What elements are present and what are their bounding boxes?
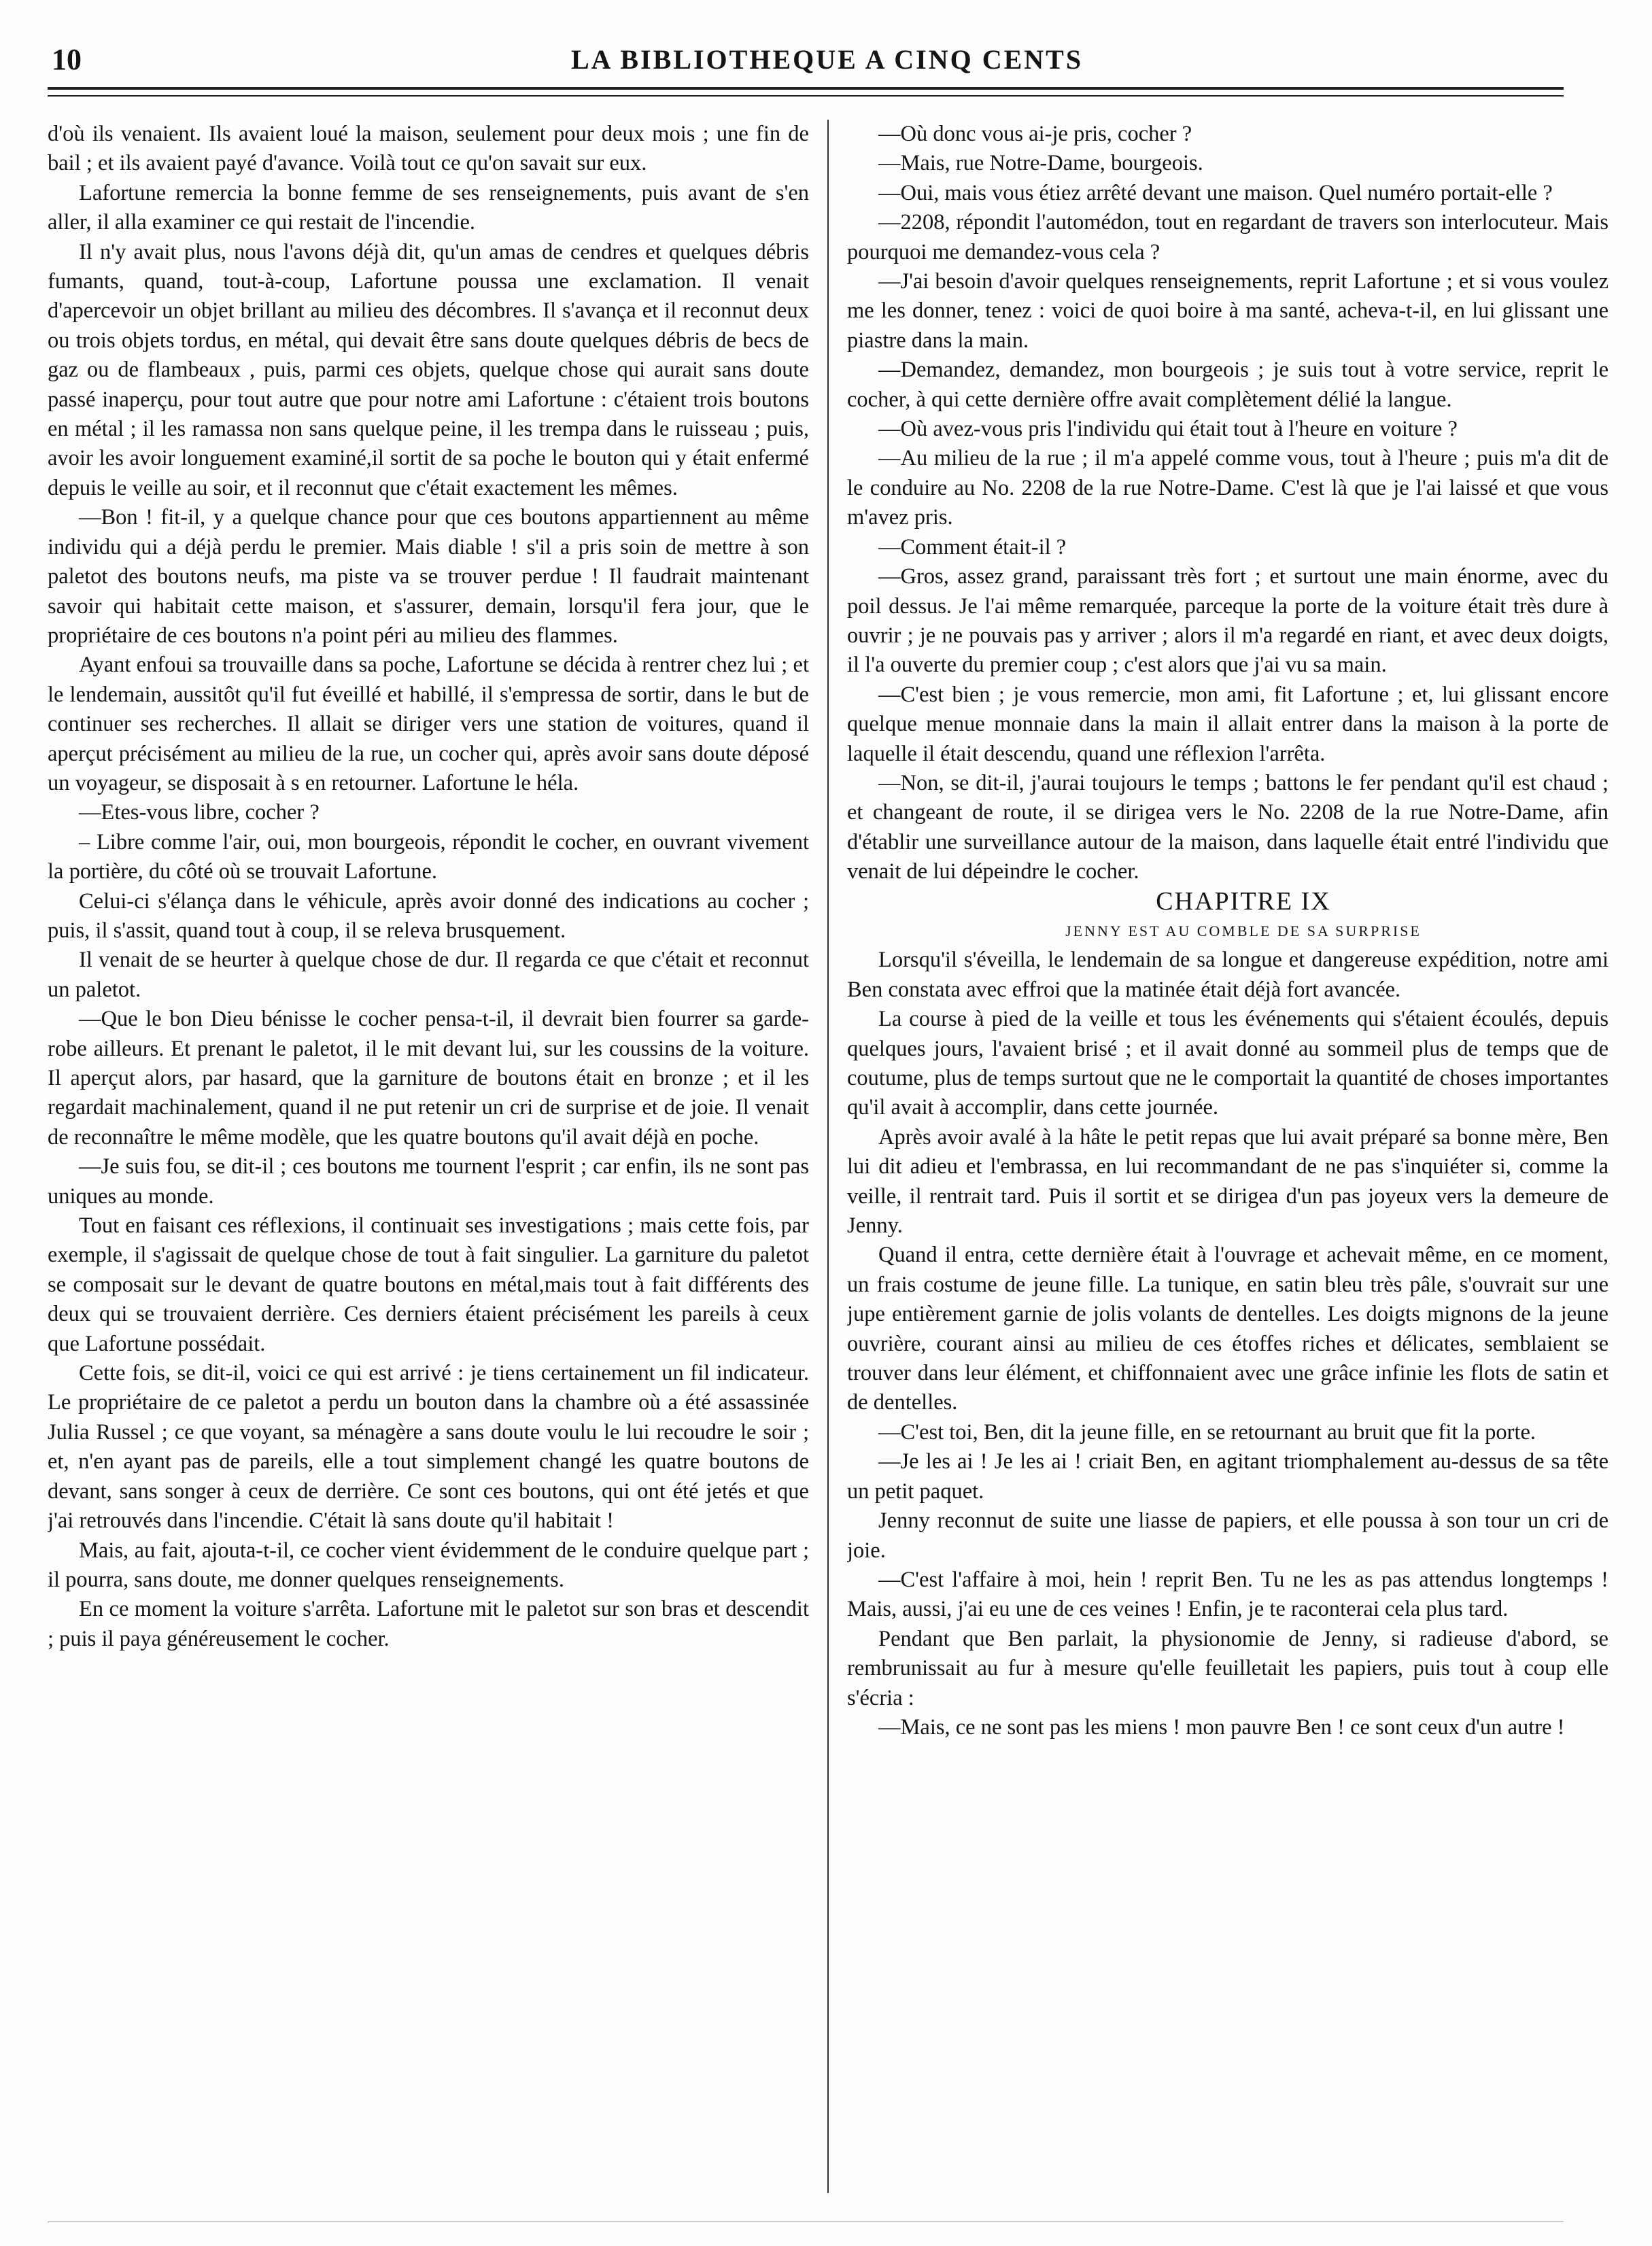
paragraph: —2208, répondit l'automédon, tout en regardant de travers son interlocuteur. Mais pourquoi me demandez-vous cela ?	[847, 210, 1608, 264]
paragraph: Quand il entra, cette dernière était à l'ouvrage et achevait même, en ce moment, un frais costume de jeune fille. La tunique, en satin bleu très pâle, s'ouvrait sur une jupe entièrement garnie de jolis volants de dentelles. Les doigts mignons de la jeune ouvrière, courant ainsi au milieu de ces étoffes riches et délicates, semblaient se trouver dans leur élément, et chiffonnaient avec une grâce infinie les flots de satin et de dentelles.	[847, 1243, 1608, 1415]
paragraph: —Je les ai ! Je les ai ! criait Ben, en agitant triomphalement au-dessus de sa tête un petit paquet.	[847, 1449, 1608, 1504]
paragraph: —Que le bon Dieu bénisse le cocher pensa-t-il, il devrait bien fourrer sa garde-robe ailleurs. Et prenant le paletot, il le mit devant lui, sur les coussins de la voiture. Il aperçut alors, par hasard, que la garniture de boutons était en bronze ; et il les regardait machinalement, quand il ne put retenir un cri de surprise et de joie. Il venait de reconnaître le même modèle, que les quatre boutons qu'il avait déjà en poche.	[48, 1007, 809, 1150]
paragraph: Celui-ci s'élança dans le véhicule, après avoir donné des indications au cocher ; puis, il s'assit, quand tout à coup, il se releva brusquement.	[48, 888, 809, 943]
paragraph: —Bon ! fit-il, y a quelque chance pour que ces boutons appartiennent au même individu qui a déjà perdu le premier. Mais diable ! s'il a pris soin de mettre à son paletot des boutons neufs, ma piste va se trouver perdue ! Il faudrait maintenant savoir qui habitait cette maison, et s'assurer, demain, lorsqu'il fera jour, que le propriétaire de ces boutons n'a point péri au milieu des flammes.	[48, 505, 809, 648]
paragraph: —Mais, rue Notre-Dame, bourgeois.	[878, 151, 1203, 176]
page-header	[48, 35, 1564, 83]
paragraph: —C'est l'affaire à moi, hein ! reprit Ben. Tu ne les as pas attendus longtemps ! Mais, aussi, j'ai eu une de ces veines ! Enfin, je te raconterai cela plus tard.	[847, 1567, 1608, 1622]
paragraph: —Je suis fou, se dit-il ; ces boutons me tournent l'esprit ; car enfin, ils ne sont pas uniques au monde.	[48, 1154, 809, 1209]
paragraph: —Gros, assez grand, paraissant très fort ; et surtout une main énorme, avec du poil dessus. Je l'ai même remarquée, parceque la porte de la voiture était très dure à ouvrir ; je ne pouvais pas y arriver ; alors il m'a regardé en riant, et avec deux doigts, il l'a ouverte du premier coup ; c'est alors que j'ai vu sa main.	[847, 564, 1608, 678]
paragraph: —Mais, ce ne sont pas les miens ! mon pauvre Ben ! ce sont ceux d'un autre !	[878, 1714, 1565, 1740]
right-column	[847, 120, 1608, 2220]
paragraph: Il n'y avait plus, nous l'avons déjà dit, qu'un amas de cendres et quelques débris fumants, quand, tout-à-coup, Lafortune poussa une exclamation. Il venait d'apercevoir un objet brillant au milieu des décombres. Il s'avança et il reconnut deux ou trois objets tordus, en métal, qui devait être sans doute quelques débris de becs de gaz ou de flambeaux , puis, parmi ces objets, quelque chose qui aurait sans doute passé inaperçu, pour tout autre que pour notre ami Lafortune : c'étaient trois boutons en métal ; il les ramassa non sans quelque peine, il les trempa dans le ruisseau ; puis, avoir les avoir longuement examiné,il sortit de sa poche le bouton qui y était enfermé depuis le veille au soir, et il reconnut que c'était exactement les mêmes.	[48, 239, 809, 500]
paragraph: —J'ai besoin d'avoir quelques renseignements, reprit Lafortune ; et si vous voulez me les donner, tenez : voici de quoi boire à ma santé, acheva-t-il, en lui glissant une piastre dans la main.	[847, 269, 1608, 353]
paragraph: En ce moment la voiture s'arrêta. Lafortune mit le paletot sur son bras et descendit ; puis il paya généreusement le cocher.	[48, 1597, 809, 1651]
chapter-subtitle: JENNY EST AU COMBLE DE SA SURPRISE	[1065, 922, 1422, 939]
chapter-title: CHAPITRE IX	[1156, 886, 1331, 916]
header-rule-thin	[48, 95, 1564, 97]
paragraph: Mais, au fait, ajouta-t-il, ce cocher vient évidemment de le conduire quelque part ; il pourra, sans doute, me donner quelques renseignements.	[48, 1538, 809, 1592]
paragraph: Cette fois, se dit-il, voici ce qui est arrivé : je tiens certainement un fil indicateur. Le propriétaire de ce paletot a perdu un bouton dans la chambre où a été assassinée Julia Russel ; ce que voyant, sa ménagère a sans doute voulu le lui recoudre le soir ; et, n'en ayant pas de pareils, elle a tout simplement changé les quatre boutons de devant, sans songer à ceux de derrière. Ce sont ces boutons, qui ont été jetés et que j'ai retrouvés dans l'incendie. C'était là sans doute qu'il habitait !	[48, 1361, 809, 1534]
paragraph: Pendant que Ben parlait, la physionomie de Jenny, si radieuse d'abord, se rembrunissait au fur à mesure qu'elle feuilletait les papiers, puis tout à coup elle s'écria :	[847, 1626, 1608, 1710]
paragraph: Tout en faisant ces réflexions, il continuait ses investigations ; mais cette fois, par exemple, il s'agissait de quelque chose de tout à fait singulier. La garniture du paletot se composait sur le devant de quatre boutons en métal,mais tout à fait différents des deux qui se trouvaient derrière. Ces derniers étaient précisément les pareils à ceux que Lafortune possédait.	[48, 1213, 809, 1356]
paragraph: d'où ils venaient. Ils avaient loué la maison, seulement pour deux mois ; une fin de bail ; et ils avaient payé d'avance. Voilà tout ce qu'on savait sur eux.	[48, 122, 809, 176]
page-number: 10	[52, 43, 82, 76]
paragraph: —Au milieu de la rue ; il m'a appelé comme vous, tout à l'heure ; puis m'a dit de le conduire au No. 2208 de la rue Notre-Dame. C'est là que je l'ai laissé et que vous m'avez pris.	[847, 446, 1608, 530]
paragraph: —Demandez, demandez, mon bourgeois ; je suis tout à votre service, reprit le cocher, à qui cette dernière offre avait complètement délié la langue.	[847, 358, 1608, 412]
paragraph: —C'est bien ; je vous remercie, mon ami, fit Lafortune ; et, lui glissant encore quelque menue monnaie dans la main il allait entrer dans la maison à la porte de laquelle il était descendu, quand une réflexion l'arrêta.	[847, 682, 1608, 766]
paragraph: – Libre comme l'air, oui, mon bourgeois, répondit le cocher, en ouvrant vivement la portière, du côté où se trouvait Lafortune.	[48, 829, 809, 884]
paragraph: —Où avez-vous pris l'individu qui était tout à l'heure en voiture ?	[878, 417, 1458, 442]
paragraph: Jenny reconnut de suite une liasse de papiers, et elle poussa à son tour un cri de joie.	[847, 1508, 1608, 1563]
paragraph: Il venait de se heurter à quelque chose de dur. Il regarda ce que c'était et reconnut un paletot.	[48, 948, 809, 1002]
left-column	[48, 120, 809, 2220]
paragraph: Après avoir avalé à la hâte le petit repas que lui avait préparé sa bonne mère, Ben lui dit adieu et l'embrassa, en lui recommandant de ne pas s'inquiéter si, comme la veille, il rentrait tard. Puis il sortit et se dirigea d'un pas joyeux vers la demeure de Jenny.	[847, 1124, 1608, 1239]
paragraph: —C'est toi, Ben, dit la jeune fille, en se retournant au bruit que fit la porte.	[878, 1419, 1536, 1445]
paragraph: —Où donc vous ai-je pris, cocher ?	[878, 122, 1192, 146]
paragraph: —Non, se dit-il, j'aurai toujours le temps ; battons le fer pendant qu'il est chaud ; et changeant de route, il se dirigea vers le No. 2208 de la rue Notre-Dame, afin d'établir une surveillance autour de la maison, dans laquelle était entré l'individu que venait de lui dépeindre le cocher.	[847, 770, 1608, 884]
paragraph: —Comment était-il ?	[878, 534, 1067, 559]
paragraph: La course à pied de la veille et tous les événements qui s'étaient écoulés, depuis quelques jours, l'avaient brisé ; et il avait donné au sommeil plus de temps que de coutume, plus de temps surtout que ne le comportait la quantité de choses importantes qu'il avait à accomplir, dans cette journée.	[847, 1007, 1608, 1120]
column-separator	[827, 120, 829, 2193]
paragraph: Ayant enfoui sa trouvaille dans sa poche, Lafortune se décida à rentrer chez lui ; et le lendemain, aussitôt qu'il fut éveillé et habillé, il s'empressa de sortir, dans le but de continuer ses recherches. Il allait se diriger vers une station de voitures, quand il aperçut précisément au milieu de la rue, un cocher qui, après avoir sans doute déposé un voyageur, se disposait à s en retourner. Lafortune le héla.	[48, 653, 809, 795]
paragraph: —Oui, mais vous étiez arrêté devant une maison. Quel numéro portait-elle ?	[878, 180, 1553, 205]
header-rule-thick	[48, 87, 1564, 90]
running-title: LA BIBLIOTHEQUE A CINQ CENTS	[571, 44, 1084, 75]
paragraph: Lafortune remercia la bonne femme de ses renseignements, puis avant de s'en aller, il alla examiner ce qui restait de l'incendie.	[48, 180, 809, 235]
paragraph: Lorsqu'il s'éveilla, le lendemain de sa longue et dangereuse expédition, notre ami Ben constata avec effroi que la matinée était déjà fort avancée.	[847, 948, 1608, 1002]
paragraph: —Etes-vous libre, cocher ?	[79, 800, 320, 825]
